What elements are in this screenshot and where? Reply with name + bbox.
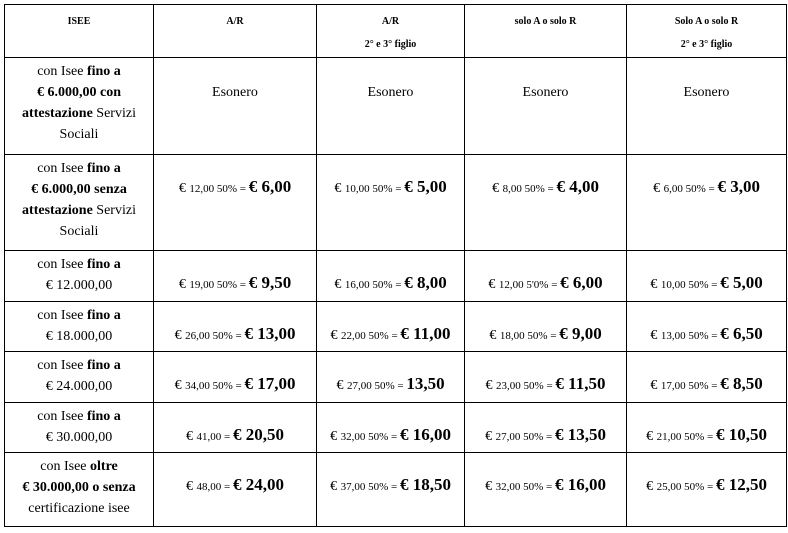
- label-bold-amount: € 30.000,00 o senza: [22, 480, 136, 495]
- total-fee: € 16,00: [554, 475, 606, 494]
- base-amount: 16,00 50% =: [344, 279, 405, 291]
- base-fee: € 8,00 50% =: [492, 181, 557, 196]
- total-fee: € 8,00: [404, 273, 447, 292]
- fee-cell: [627, 352, 787, 403]
- base-amount: 34,00 50% =: [185, 380, 245, 392]
- header-row: [5, 5, 787, 58]
- table-row: [5, 403, 787, 453]
- base-fee: € 26,00 50% =: [174, 328, 245, 343]
- table-row: [5, 155, 787, 251]
- fee-cell: [154, 403, 317, 453]
- base-fee: € 22,00 50% =: [330, 328, 401, 343]
- base-amount: 23,00 50% =: [496, 380, 556, 392]
- fee-cell: [465, 403, 627, 453]
- row-label: [5, 352, 154, 403]
- base-amount: 32,00 50% =: [340, 431, 400, 443]
- label-bold-amount: € 6.000,00 senza attestazione: [22, 182, 127, 218]
- base-fee: € 10,00 50% =: [334, 181, 405, 196]
- label-prefix: con Isee: [37, 308, 87, 323]
- fee-cell: [465, 155, 627, 251]
- exempt-cell: Esonero: [317, 58, 465, 155]
- fee-cell: [317, 453, 465, 527]
- base-amount: 48,00 =: [196, 481, 233, 493]
- base-fee: € 27,00 50% =: [336, 378, 407, 393]
- header-solo: solo A o solo R: [465, 5, 627, 58]
- fee-cell: [154, 251, 317, 302]
- base-amount: 6,00 50% =: [663, 183, 718, 195]
- base-amount: 41,00 =: [196, 431, 233, 443]
- total-fee: € 13,00: [244, 324, 296, 343]
- base-fee: € 13,00 50% =: [650, 328, 721, 343]
- total-fee: € 4,00: [556, 177, 599, 196]
- base-fee: € 25,00 50% =: [646, 479, 716, 494]
- total-fee: € 5,00: [720, 273, 763, 292]
- fee-cell: [317, 251, 465, 302]
- exempt-cell: Esonero: [465, 58, 627, 155]
- total-fee: € 5,00: [404, 177, 447, 196]
- label-bold: fino a: [86, 308, 121, 323]
- label-suffix: € 30.000,00: [45, 430, 113, 445]
- fee-cell: [465, 352, 627, 403]
- base-fee: € 12,00 5'0% =: [488, 277, 561, 292]
- base-amount: 26,00 50% =: [185, 330, 245, 342]
- base-fee: € 41,00 =: [186, 429, 233, 444]
- total-fee: € 9,00: [559, 324, 602, 343]
- label-suffix: € 18.000,00: [45, 329, 113, 344]
- base-fee: € 23,00 50% =: [485, 378, 556, 393]
- header-solo-2-3: Solo A o solo R 2° e 3° figlio: [627, 5, 787, 58]
- total-fee: € 6,50: [720, 324, 763, 343]
- base-fee: € 12,00 50% =: [178, 181, 249, 196]
- base-amount: 21,00 50% =: [656, 431, 716, 443]
- label-suffix: € 24.000,00: [45, 379, 113, 394]
- fee-cell: [627, 251, 787, 302]
- total-fee: € 11,50: [555, 374, 606, 393]
- table-row: [5, 453, 787, 527]
- total-fee: € 13,50: [554, 425, 606, 444]
- table-row: [5, 352, 787, 403]
- table-row: [5, 251, 787, 302]
- label-suffix: Servizi Sociali: [59, 203, 136, 239]
- total-fee: € 8,50: [720, 374, 763, 393]
- base-amount: 22,00 50% =: [341, 330, 401, 342]
- base-fee: € 27,00 50% =: [485, 429, 555, 444]
- exempt-cell: Esonero: [627, 58, 787, 155]
- label-bold: oltre: [90, 459, 118, 474]
- header-isee: ISEE: [5, 5, 154, 58]
- base-fee: € 10,00 50% =: [650, 277, 721, 292]
- total-fee: € 11,00: [400, 324, 451, 343]
- base-amount: 17,00 50% =: [660, 380, 721, 392]
- total-fee: € 24,00: [232, 475, 284, 494]
- row-label: [5, 453, 154, 527]
- label-prefix: con Isee: [37, 358, 87, 373]
- base-amount: 27,00 50% =: [346, 380, 407, 392]
- base-fee: € 16,00 50% =: [334, 277, 405, 292]
- total-fee: € 12,50: [715, 475, 767, 494]
- base-fee: € 18,00 50% =: [489, 328, 560, 343]
- base-amount: 12,00 50% =: [189, 183, 249, 195]
- total-fee: € 6,00: [248, 177, 292, 196]
- fee-cell: [627, 403, 787, 453]
- exempt-cell: Esonero: [154, 58, 317, 155]
- fee-cell: [154, 352, 317, 403]
- base-fee: € 32,00 50% =: [330, 429, 400, 444]
- fee-cell: [317, 352, 465, 403]
- total-fee: € 10,50: [715, 425, 767, 444]
- header-ar: A/R: [154, 5, 317, 58]
- base-amount: 25,00 50% =: [656, 481, 716, 493]
- row-label: [5, 403, 154, 453]
- fee-cell: [465, 453, 627, 527]
- fee-cell: [627, 302, 787, 352]
- base-fee: € 21,00 50% =: [646, 429, 716, 444]
- label-suffix: Servizi Sociali: [59, 106, 136, 142]
- label-prefix: con Isee: [40, 459, 91, 474]
- base-fee: € 32,00 50% =: [485, 479, 555, 494]
- label-bold: fino a: [86, 409, 121, 424]
- base-amount: 12,00 5'0% =: [498, 279, 561, 291]
- table-row: [5, 58, 787, 155]
- table-row: [5, 302, 787, 352]
- row-label: [5, 251, 154, 302]
- label-suffix: € 12.000,00: [45, 278, 113, 293]
- base-fee: € 37,00 50% =: [330, 479, 400, 494]
- label-bold: fino a: [86, 358, 121, 373]
- fee-cell: [154, 155, 317, 251]
- header-ar-2-3: A/R 2° e 3° figlio: [317, 5, 465, 58]
- label-bold: fino a: [86, 257, 121, 272]
- total-fee: € 3,00: [717, 177, 760, 196]
- row-label: [5, 58, 154, 155]
- total-fee: € 6,00: [560, 273, 603, 292]
- base-amount: 8,00 50% =: [502, 183, 557, 195]
- total-fee: € 18,50: [399, 475, 451, 494]
- fee-cell: [154, 453, 317, 527]
- label-bold: fino a: [86, 161, 121, 176]
- label-prefix: con Isee: [37, 161, 87, 176]
- total-fee: € 16,00: [399, 425, 451, 444]
- label-prefix: con Isee: [37, 409, 87, 424]
- base-amount: 18,00 50% =: [499, 330, 560, 342]
- fee-cell: [627, 155, 787, 251]
- label-suffix: certificazione isee: [28, 501, 130, 516]
- row-label: [5, 302, 154, 352]
- base-fee: € 48,00 =: [186, 479, 233, 494]
- base-amount: 37,00 50% =: [340, 481, 400, 493]
- row-label: [5, 155, 154, 251]
- base-fee: € 17,00 50% =: [650, 378, 721, 393]
- base-fee: € 19,00 50% =: [178, 277, 249, 292]
- fee-cell: [154, 302, 317, 352]
- base-fee: € 34,00 50% =: [174, 378, 245, 393]
- base-amount: 32,00 50% =: [495, 481, 555, 493]
- total-fee: € 9,50: [248, 273, 292, 292]
- label-prefix: con Isee: [37, 257, 87, 272]
- fee-cell: [317, 302, 465, 352]
- label-prefix: con Isee: [37, 64, 87, 79]
- fee-cell: [317, 155, 465, 251]
- base-amount: 19,00 50% =: [189, 279, 249, 291]
- total-fee: € 20,50: [232, 425, 284, 444]
- base-amount: 10,00 50% =: [660, 279, 721, 291]
- total-fee: 13,50: [406, 374, 445, 393]
- base-fee: € 6,00 50% =: [653, 181, 718, 196]
- label-bold-amount: € 6.000,00 con attestazione: [22, 85, 121, 121]
- fee-cell: [317, 403, 465, 453]
- label-bold: fino a: [86, 64, 121, 79]
- fee-table: [4, 4, 787, 527]
- total-fee: € 17,00: [244, 374, 296, 393]
- base-amount: 27,00 50% =: [495, 431, 555, 443]
- fee-cell: [465, 251, 627, 302]
- fee-cell: [465, 302, 627, 352]
- base-amount: 10,00 50% =: [344, 183, 405, 195]
- base-amount: 13,00 50% =: [660, 330, 721, 342]
- fee-cell: [627, 453, 787, 527]
